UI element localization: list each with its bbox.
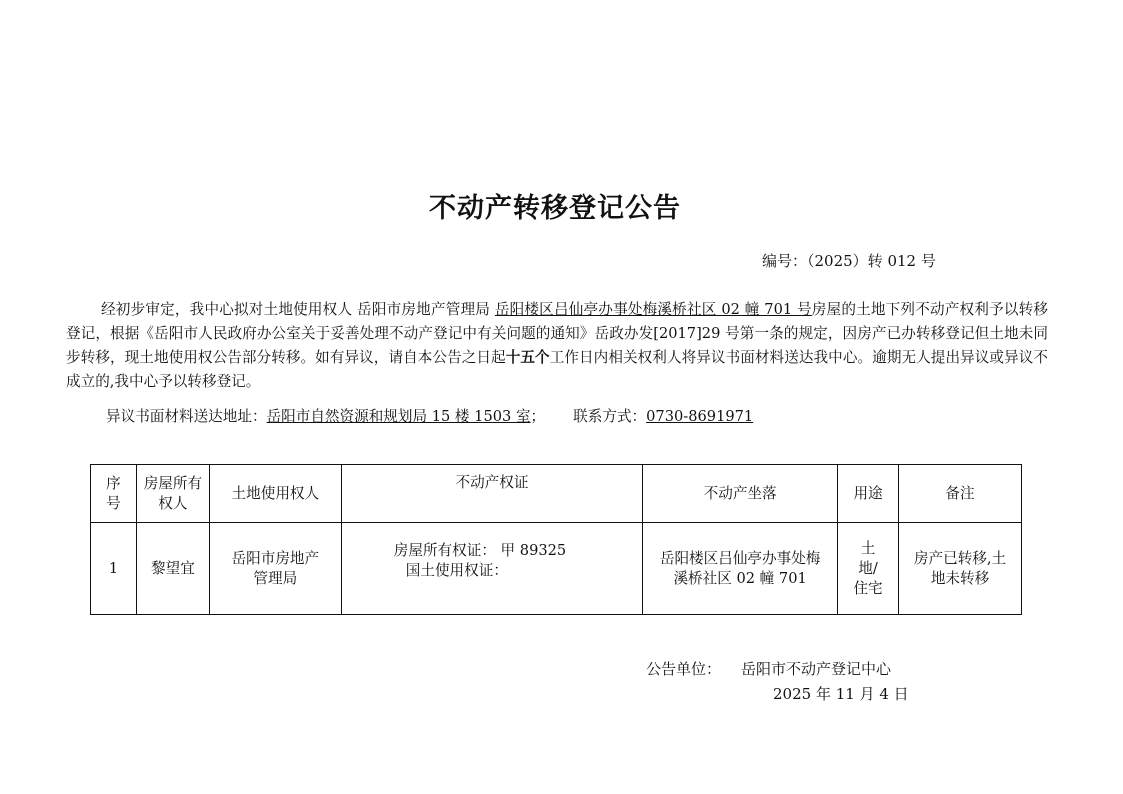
property-location-text: 岳阳楼区吕仙亭办事处梅溪桥社区 02 幢 701 号	[494, 301, 812, 318]
objection-address-label: 异议书面材料送达地址：	[106, 408, 267, 425]
issuer-name: 岳阳市不动产登记中心	[741, 660, 892, 678]
paragraph-body: 房屋的土地下列不动产权利予以转移登记，根据《岳阳市人民政府办公室关于妥善处理不动产登记中有关问题的通知》岳政办发[2017]29 号第一条的规定，因房产已办转移登记但土地未同步转移，现土地使用权公告部分转移。如有异议，请自本公告之日起	[66, 301, 1048, 366]
land-certificate: 国土使用权证：	[405, 562, 508, 579]
header-use: 用途	[838, 465, 899, 523]
table-row	[91, 523, 1022, 615]
document-number: 编号：（2025）转 012 号	[762, 252, 936, 270]
objection-separator: ；	[530, 408, 546, 425]
contact-phone: 0730-8691971	[646, 408, 754, 425]
header-owner: 房屋所有权人	[136, 465, 209, 523]
header-seq: 序号	[91, 465, 137, 523]
paragraph-intro: 经初步审定，我中心拟对土地使用权人 岳阳市房地产管理局	[101, 301, 495, 318]
header-land-user: 土地使用权人	[209, 465, 341, 523]
cell-land-user: 岳阳市房地产管理局	[209, 523, 341, 615]
house-certificate: 房屋所有权证： 甲 89325	[393, 542, 567, 559]
header-remark: 备注	[899, 465, 1022, 523]
header-certificate: 不动产权证	[341, 465, 642, 523]
issuer-label: 公告单位：	[646, 660, 722, 678]
cell-owner: 黎望宜	[136, 523, 209, 615]
header-location: 不动产坐落	[643, 465, 838, 523]
cell-remark: 房产已转移,土地未转移	[899, 523, 1022, 615]
paragraph-closing: 工作日内相关权利人将异议书面材料送达我中心。逾期无人提出异议或异议不成立的,我中心予以转移登记。	[66, 349, 1048, 390]
objection-address: 岳阳市自然资源和规划局 15 楼 1503 室	[266, 408, 531, 425]
issue-date: 2025 年 11 月 4 日	[773, 685, 909, 703]
page-title: 不动产转移登记公告	[429, 193, 681, 224]
contact-label: 联系方式：	[573, 408, 647, 425]
cell-location: 岳阳楼区吕仙亭办事处梅溪桥社区 02 幢 701	[643, 523, 838, 615]
registration-table	[90, 464, 1022, 615]
cell-use: 土地/住宅	[838, 523, 899, 615]
table-header-row	[91, 465, 1022, 523]
objection-address-line	[106, 405, 753, 426]
cell-seq: 1	[91, 523, 137, 615]
issuer-line	[646, 658, 891, 679]
cell-certificate	[341, 523, 642, 615]
announcement-paragraph	[66, 298, 1048, 394]
deadline-days: 十五个	[505, 349, 550, 366]
